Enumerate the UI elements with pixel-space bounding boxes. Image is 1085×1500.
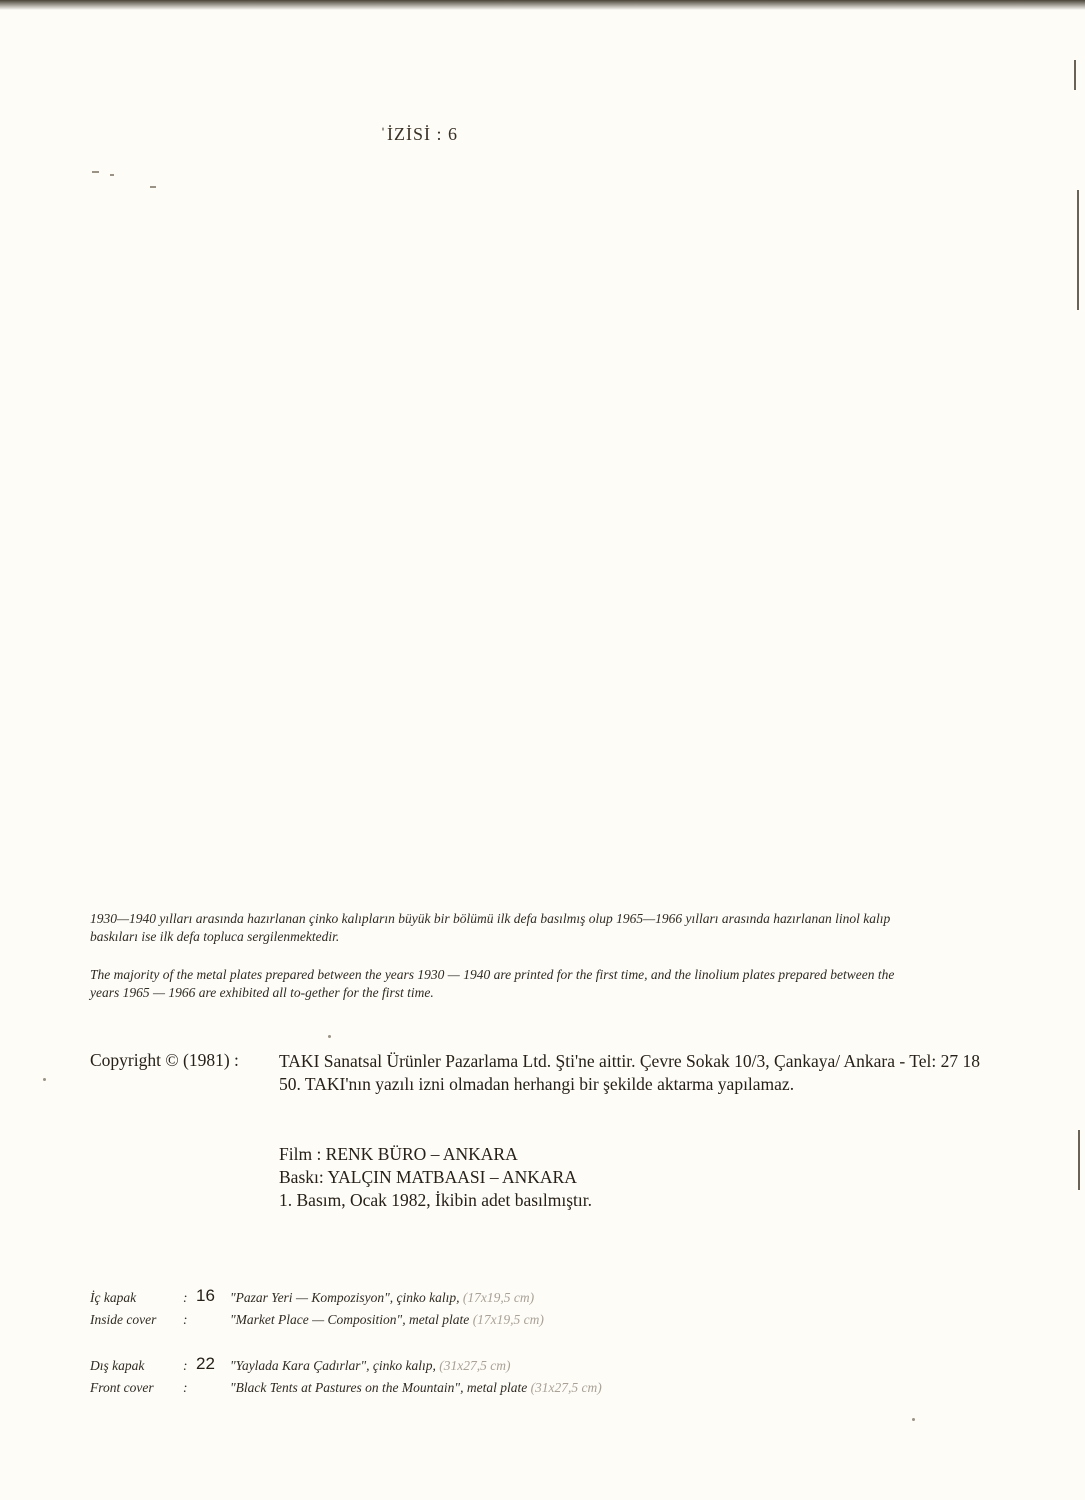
edition-note: 1. Basım, Ocak 1982, İkibin adet basılmıştır. — [279, 1190, 593, 1210]
cover-description — [230, 1380, 602, 1396]
plate-number: 22 — [196, 1354, 215, 1373]
scan-top-edge — [0, 0, 1085, 10]
cover-label: İç kapak — [90, 1290, 137, 1305]
scan-right-edge-mark — [1078, 1130, 1080, 1190]
cover-colon: : — [183, 1380, 188, 1395]
scan-right-edge-mark — [1074, 60, 1076, 90]
cover-colon: : — [183, 1312, 188, 1327]
cover-title: "Yaylada Kara Çadırlar", çinko kalıp, — [230, 1358, 436, 1373]
scan-smudge — [150, 186, 156, 188]
note-turkish — [90, 910, 920, 946]
cover-description — [230, 1290, 534, 1306]
cover-label: Dış kapak — [90, 1358, 145, 1373]
cover-description — [230, 1358, 510, 1374]
cover-size: (31x27,5 cm) — [439, 1358, 511, 1373]
scan-speck — [43, 1078, 46, 1081]
copyright-text: TAKI Sanatsal Ürünler Pazarlama Ltd. Şti'ne aittir. Çevre Sokak 10/3, Çankaya/ Ankara - Tel: 27 18 50. TAKI'nın yazılı izni olmadan herhangi bir şekilde aktarma yapılamaz. — [279, 1051, 980, 1094]
note-english — [90, 966, 920, 1002]
scan-smudge — [110, 174, 114, 176]
cover-size: (17x19,5 cm) — [462, 1290, 535, 1305]
scan-right-edge-mark — [1077, 190, 1079, 310]
scan-smudge — [92, 171, 99, 173]
cover-size: (31x27,5 cm) — [530, 1380, 602, 1395]
cover-title: "Market Place — Composition", metal plate — [230, 1312, 470, 1327]
plate-number: 16 — [196, 1286, 215, 1305]
cover-title: "Pazar Yeri — Kompozisyon", çinko kalıp, — [230, 1290, 460, 1305]
cover-label: Inside cover — [90, 1312, 157, 1327]
copyright-label: Copyright © (1981) : — [90, 1050, 239, 1070]
scan-speck — [912, 1418, 915, 1421]
series-header: ˈİZİSİ : 6 — [380, 124, 458, 144]
note-turkish-text: 1930—1940 yılları arasında hazırlanan çinko kalıpların büyük bir bölümü ilk defa basılmış olup 1965—1966 yılları arasında hazırlanan linol kalıp baskıları ise ilk defa topluca sergilenmektedir. — [90, 911, 891, 944]
print-credit: Baskı: YALÇIN MATBAASI – ANKARA — [279, 1167, 577, 1187]
cover-label: Front cover — [90, 1380, 154, 1395]
cover-colon: : — [183, 1290, 188, 1305]
cover-description — [230, 1312, 544, 1328]
cover-title: "Black Tents at Pastures on the Mountain", metal plate — [230, 1380, 528, 1395]
scan-speck — [328, 1035, 331, 1038]
cover-colon: : — [183, 1358, 188, 1373]
credits-block — [279, 1143, 592, 1212]
note-english-text: The majority of the metal plates prepared between the years 1930 — 1940 are printed for the first time, and the linolium plates prepared between the years 1965 — 1966 are exhibited all to-gether for the first time. — [90, 967, 895, 1000]
cover-size: (17x19,5 cm) — [472, 1312, 544, 1327]
film-credit: Film : RENK BÜRO – ANKARA — [279, 1144, 518, 1164]
